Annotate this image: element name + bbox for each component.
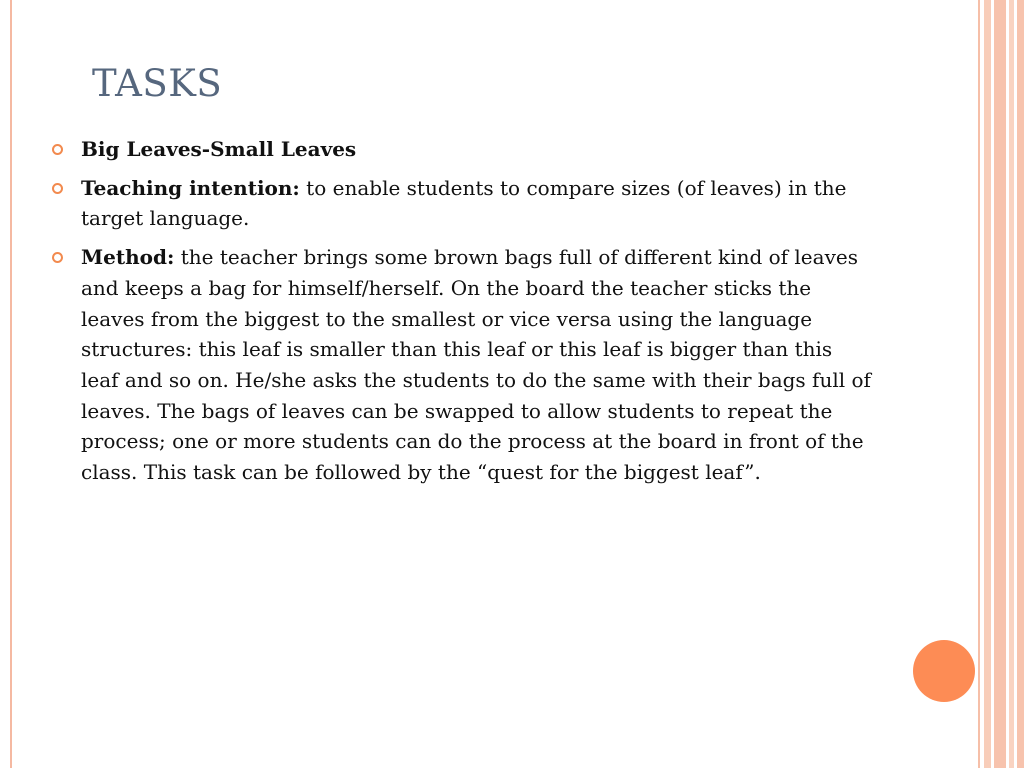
bullet-bold-text: Method: (81, 245, 175, 270)
bullet-item-task-name (52, 134, 872, 165)
decorative-stripe (1017, 0, 1024, 768)
bullet-text: to enable students to compare sizes (of leaves) in the target language. (81, 175, 847, 231)
decorative-stripe (1009, 0, 1014, 768)
accent-circle (913, 640, 975, 702)
bullet-text: the teacher brings some brown bags full of different kind of leaves and keeps a bag for himself/herself. On the board the teacher sticks the leaves from the biggest to the smallest or vice versa using the language structures: this leaf is smaller than this leaf or this leaf is bigger than this leaf and so on. He/she asks the students to do the same with their bags full of leaves. The bags of leaves can be swapped to allow students to repeat the process; one or more students can do the process at the board in front of the class. This task can be followed by the “quest for the biggest leaf”. (81, 245, 871, 485)
bullet-item-teaching-intention (52, 173, 872, 234)
bullet-circle-icon (52, 183, 63, 194)
left-border-line (10, 0, 12, 768)
bullet-item-method (52, 242, 872, 488)
decorative-stripe (978, 0, 980, 768)
bullet-bold-text: Teaching intention: (81, 175, 300, 200)
bullet-circle-icon (52, 252, 63, 263)
bullet-circle-icon (52, 144, 63, 155)
bullet-list (52, 134, 872, 496)
decorative-stripe (994, 0, 1006, 768)
slide-title: TASKS (92, 62, 223, 105)
decorative-stripe (984, 0, 991, 768)
bullet-bold-text: Big Leaves-Small Leaves (81, 137, 357, 161)
